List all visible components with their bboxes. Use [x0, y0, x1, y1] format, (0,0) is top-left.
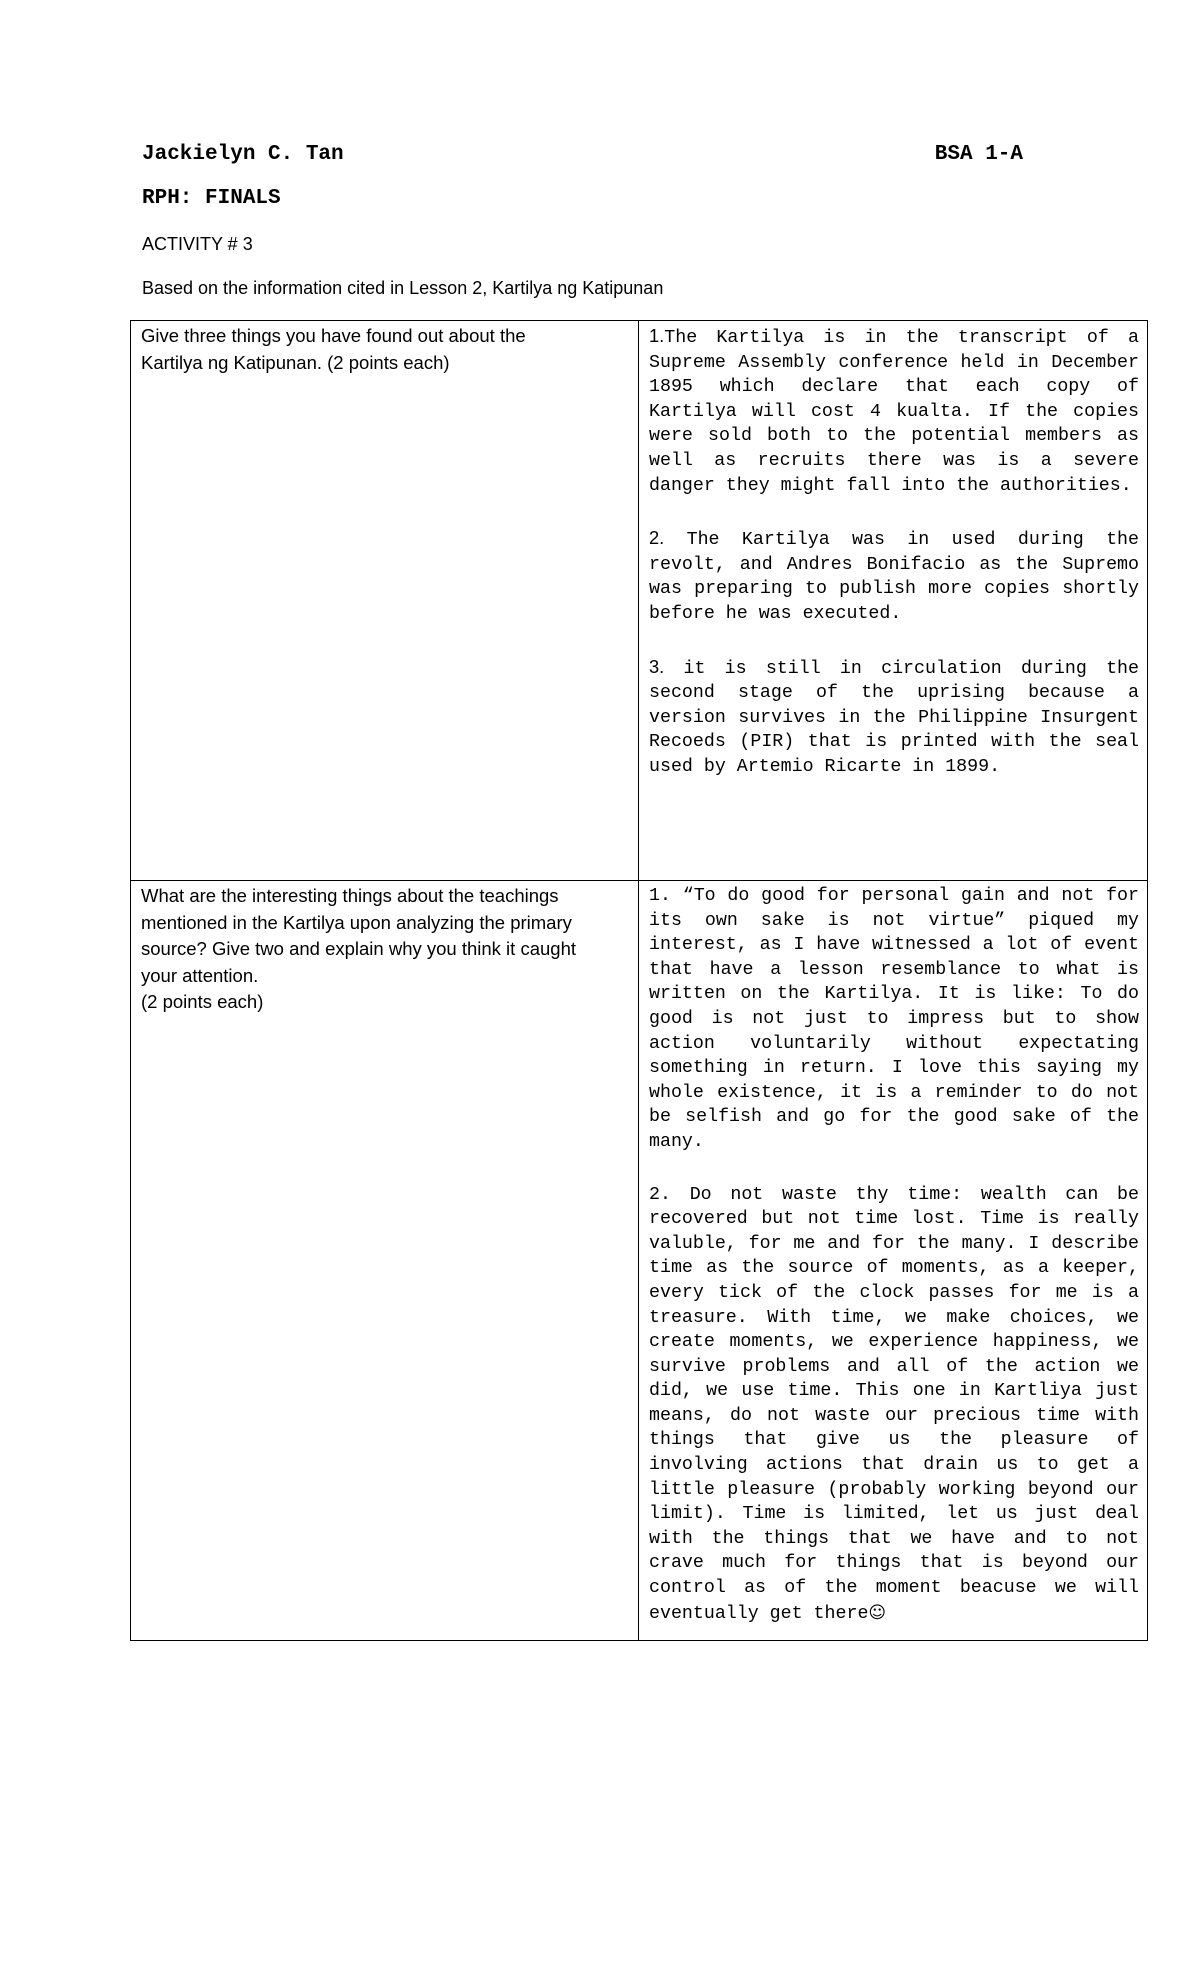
table-row	[131, 321, 1148, 881]
answer-number: 3.	[649, 655, 665, 677]
answer-text: “To do good for personal gain and not for its own sake is not virtue” piqued my interest, as I have witnessed a lot of event that have a lesson resemblance to what is written on the Kartilya. It is like: To do good is not just to impress but to show action voluntarily without expectating something in return. I love this saying my whole existence, it is a reminder to do not be selfish and go for the good sake of the many.	[649, 886, 1139, 1152]
question-cell	[131, 321, 639, 881]
question-line: source? Give two and explain why you think it caught	[141, 938, 576, 959]
answer-cell	[639, 881, 1148, 1641]
question-line: mentioned in the Kartilya upon analyzing the primary	[141, 911, 572, 933]
smiley-icon: ☺	[868, 1602, 887, 1623]
question-line: your attention.	[141, 964, 259, 986]
answer-text: The Kartilya was in used during the revolt, and Andres Bonifacio as the Supremo was preparing to publish more copies shortly before he was executed.	[649, 530, 1139, 624]
table-row	[131, 881, 1148, 1641]
answer-text: Do not waste thy time: wealth can be recovered but not time lost. Time is really valuble, for me and for the many. I describe time as the source of moments, as a keeper, every tick of the clock passes for me is a treasure. With time, we make choices, we create moments, we experience happiness, we survive problems and all of the action we did, we use time. This one in Kartliya just means, do not waste our precious time with things that give us the pleasure of involving actions that drain us to get a little pleasure (probably working beyond our limit). Time is limited, let us just deal with the things that we have and to not crave much for things that is beyond our control as of the moment beacuse we will eventually get there	[649, 1184, 1139, 1624]
answer-item	[649, 1183, 1139, 1627]
instruction-text: Based on the information cited in Lesson 2, Kartilya ng Katipunan	[142, 278, 664, 298]
student-section: BSA 1-A	[934, 143, 1023, 166]
answer-text: it is still in circulation during the second stage of the uprising because a version survives in the Philippine Insurgent Recoeds (PIR) that is printed with the seal used by Artemio Ricarte in 1899.	[649, 658, 1139, 777]
question-cell	[131, 881, 639, 1641]
answer-cell	[639, 321, 1148, 881]
answer-item	[649, 526, 1139, 626]
question-line: Give three things you have found out about the	[141, 325, 526, 346]
question-line: Kartilya ng Katipunan. (2 points each)	[141, 351, 450, 373]
question-line: (2 points each)	[141, 991, 264, 1012]
question-line: What are the interesting things about the teachings	[141, 885, 559, 906]
answer-item	[649, 324, 1139, 498]
answer-item	[649, 655, 1139, 780]
activity-table	[130, 320, 1148, 1641]
activity-label: ACTIVITY # 3	[142, 234, 253, 254]
student-name: Jackielyn C. Tan	[142, 143, 344, 166]
answer-text: The Kartilya is in the transcript of a Supreme Assembly conference held in December 1895 which declare that each copy of Kartilya will cost 4 kualta. If the copies were sold both to the potential members as well as recruits there was is a severe danger they might fall into the authorities.	[649, 328, 1139, 496]
answer-number: 2.	[649, 1184, 671, 1205]
answer-number: 1.	[649, 886, 671, 906]
answer-item	[649, 884, 1139, 1155]
answer-number: 1.	[649, 325, 665, 346]
subject-title: RPH: FINALS	[142, 187, 281, 210]
answer-number: 2.	[649, 527, 665, 549]
